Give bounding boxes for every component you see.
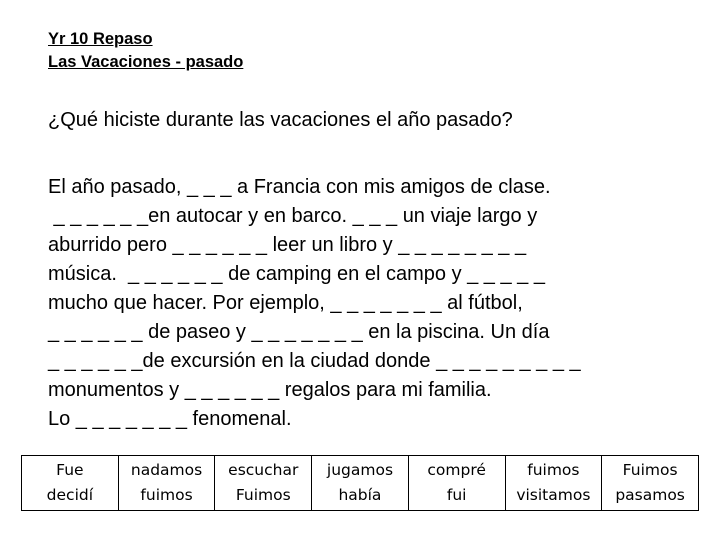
- word-bank-cell: [118, 456, 215, 511]
- word: Fue: [56, 461, 84, 479]
- word: jugamos: [326, 461, 394, 479]
- passage-line: mucho que hacer. Por ejemplo, _ _ _ _ _ _ _ al fútbol,: [48, 292, 523, 314]
- passage-line: aburrido pero _ _ _ _ _ _ leer un libro y _ _ _ _ _ _ _ _: [48, 234, 527, 256]
- question: ¿Qué hiciste durante las vacaciones el año pasado?: [48, 109, 513, 131]
- word: fuimos: [140, 486, 193, 504]
- title-line-1: Yr 10 Repaso: [48, 30, 153, 48]
- passage-line: Lo _ _ _ _ _ _ _ fenomenal.: [48, 408, 292, 430]
- word: Fuimos: [235, 486, 291, 504]
- word: Fuimos: [622, 461, 678, 479]
- word-bank-cell: [505, 456, 602, 511]
- word: escuchar: [228, 461, 299, 479]
- passage-line: El año pasado, _ _ _ a Francia con mis amigos de clase.: [48, 176, 551, 198]
- word: fuimos: [527, 461, 580, 479]
- word: decidí: [46, 486, 94, 504]
- passage-line: música. _ _ _ _ _ _ de camping en el campo y _ _ _ _ _: [48, 263, 545, 285]
- word-bank-cell: [602, 456, 699, 511]
- word-bank-table: [21, 455, 699, 511]
- word: visitamos: [516, 486, 591, 504]
- word: nadamos: [130, 461, 203, 479]
- word: compré: [427, 461, 486, 479]
- word: había: [338, 486, 382, 504]
- gap-fill-passage: [48, 173, 713, 434]
- title-line-2: Las Vacaciones - pasado: [48, 53, 244, 71]
- word: pasamos: [615, 486, 685, 504]
- word-bank-cell: [408, 456, 505, 511]
- passage-line: _ _ _ _ _ _ de paseo y _ _ _ _ _ _ _ en la piscina. Un día: [48, 321, 550, 343]
- word: fui: [446, 486, 467, 504]
- word-bank-cell: [22, 456, 119, 511]
- word-bank-cell: [215, 456, 312, 511]
- word-bank-row: [22, 456, 699, 511]
- passage-line: _ _ _ _ _ _en autocar y en barco. _ _ _ un viaje largo y: [48, 205, 538, 227]
- passage-line: monumentos y _ _ _ _ _ _ regalos para mi familia.: [48, 379, 492, 401]
- passage-line: _ _ _ _ _ _de excursión en la ciudad donde _ _ _ _ _ _ _ _ _: [48, 350, 581, 372]
- word-bank-cell: [312, 456, 409, 511]
